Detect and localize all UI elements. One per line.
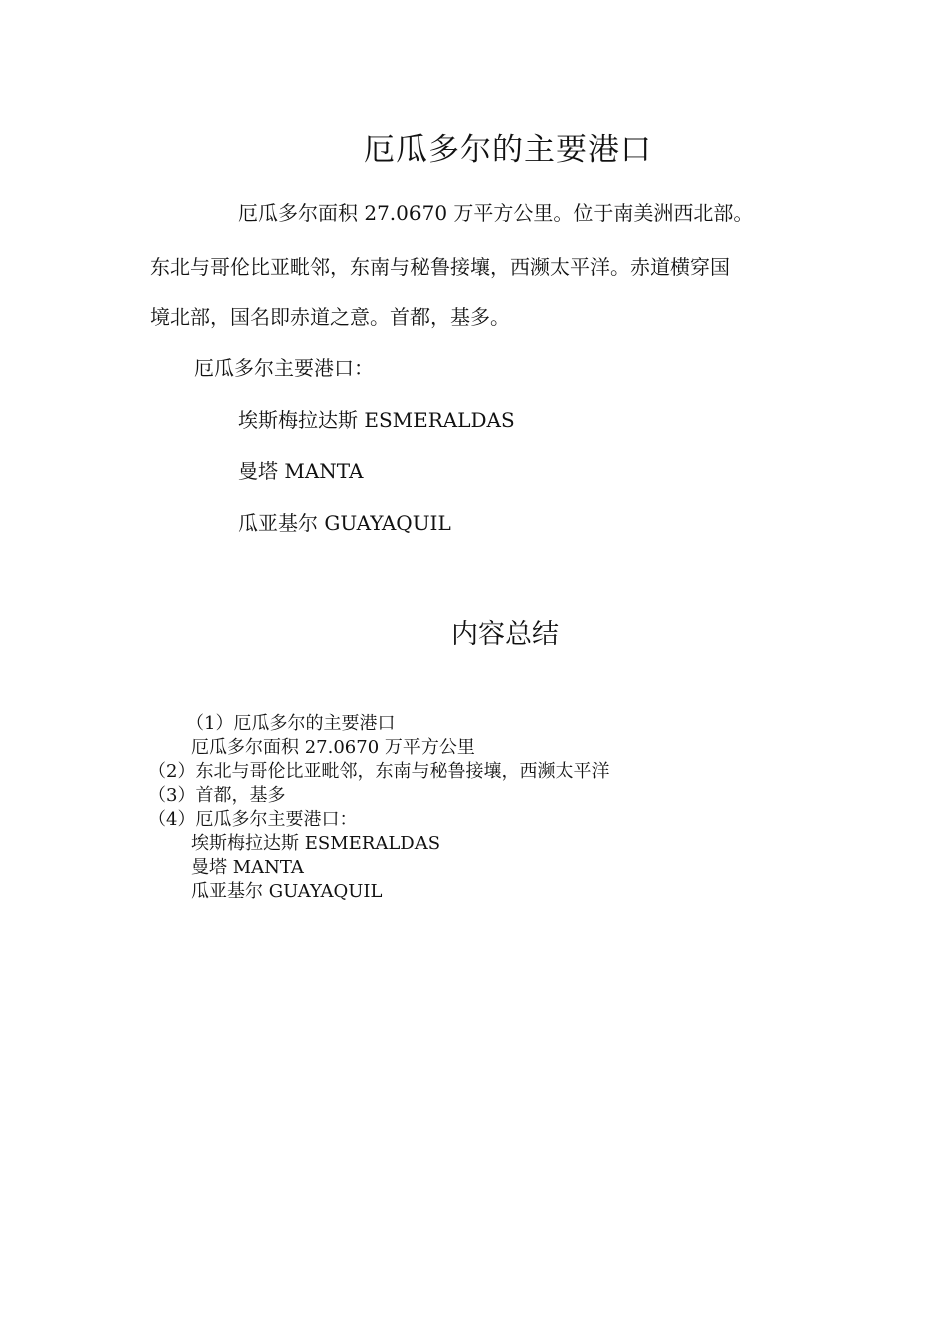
summary-line: （1）厄瓜多尔的主要港口: [186, 713, 396, 734]
summary-line: 埃斯梅拉达斯 ESMERALDAS: [191, 833, 441, 854]
document-title: 厄瓜多尔的主要港口: [364, 132, 652, 168]
port-item-manta: 曼塔 MANTA: [238, 459, 364, 483]
summary-line: 瓜亚基尔 GUAYAQUIL: [191, 881, 383, 902]
intro-line-2: 东北与哥伦比亚毗邻，东南与秘鲁接壤，西濒太平洋。赤道横穿国: [150, 255, 730, 279]
port-item-guayaquil: 瓜亚基尔 GUAYAQUIL: [238, 511, 451, 535]
intro-line-3: 境北部，国名即赤道之意。首都，基多。: [150, 305, 510, 329]
summary-line: （4）厄瓜多尔主要港口：: [148, 809, 358, 830]
summary-line: 曼塔 MANTA: [191, 857, 304, 878]
summary-line: （2）东北与哥伦比亚毗邻，东南与秘鲁接壤，西濒太平洋: [148, 761, 610, 782]
summary-line: 厄瓜多尔面积 27.0670 万平方公里: [191, 737, 475, 758]
port-item-esmeraldas: 埃斯梅拉达斯 ESMERALDAS: [238, 408, 515, 432]
ports-heading: 厄瓜多尔主要港口：: [194, 356, 374, 380]
intro-line-1: 厄瓜多尔面积 27.0670 万平方公里。位于南美洲西北部。: [238, 201, 754, 225]
summary-line: （3）首都，基多: [148, 785, 286, 806]
summary-title: 内容总结: [451, 619, 559, 650]
